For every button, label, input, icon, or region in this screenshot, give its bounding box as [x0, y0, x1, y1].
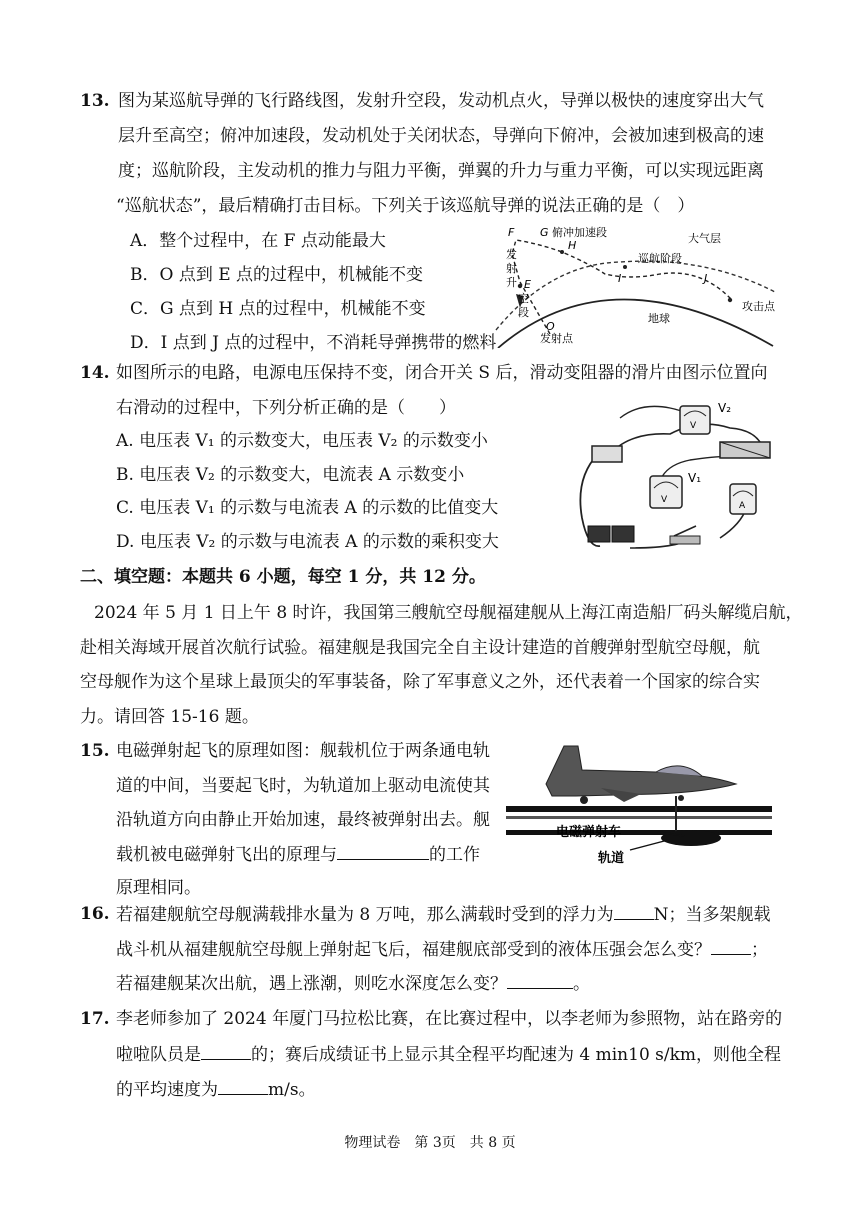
label-launch-3: 升: [506, 276, 517, 289]
fighter-jet-icon: [546, 746, 736, 804]
q15-line-3: 沿轨道方向由静止开始加速，最终被弹射出去。舰: [116, 810, 490, 830]
intro-line-4: 力。请回答 15-16 题。: [80, 707, 259, 727]
q17-line-2-post: 的；赛后成绩证书上显示其全程平均配速为 4 min10 s/km，则他全程: [251, 1045, 782, 1065]
intro-line-2: 赴相关海域开展首次航行试验。福建舰是我国完全自主设计建造的首艘弹射型航空母舰，航: [80, 638, 760, 658]
q16-line-2-pre: 战斗机从福建舰航空母舰上弹射起飞后，福建舰底部受到的液体压强会怎么变？: [116, 940, 711, 960]
q16-line-2-post: ；: [751, 940, 768, 960]
intro-line-3: 空母舰作为这个星球上最顶尖的军事装备，除了军事意义之外，还代表着一个国家的综合实: [80, 672, 760, 692]
q17-line-2-pre: 啦啦队员是: [116, 1045, 201, 1065]
label-o: O: [546, 320, 555, 333]
q16-line-2: [116, 938, 768, 961]
label-launch-point: 发射点: [540, 332, 573, 345]
ammeter-icon: [730, 484, 756, 514]
label-catapult-car: 电磁弹射车: [556, 825, 622, 840]
q15-line-5: 原理相同。: [116, 878, 201, 898]
q15-answer-blank[interactable]: [337, 843, 429, 860]
q14-option-b: B. 电压表 V₂ 的示数变大，电流表 A 示数变小: [116, 465, 465, 485]
label-atmosphere: 大气层: [688, 232, 721, 245]
q13-stem-line-4: “巡航状态”，最后精确打击目标。下列关于该巡航导弹的说法正确的是（ ）: [116, 196, 695, 216]
label-launch-1: 发: [506, 248, 517, 261]
voltmeter-v2-icon: [680, 406, 710, 434]
label-cruise: 巡航阶段: [638, 252, 682, 265]
label-track: 轨道: [598, 851, 625, 866]
page-footer: 物理试卷 第 3页 共 8 页: [344, 1135, 516, 1151]
label-launch-4: 空: [518, 292, 529, 305]
q16-line-3-post: 。: [573, 974, 590, 994]
label-launch-5: 段: [518, 306, 529, 319]
q13-option-a: A．整个过程中，在 F 点动能最大: [130, 231, 386, 251]
q15-number: 15.: [80, 741, 110, 761]
q14-option-a: A. 电压表 V₁ 的示数变大，电压表 V₂ 的示数变小: [116, 431, 488, 451]
missile-trajectory-figure: [490, 222, 780, 348]
label-dive: 俯冲加速段: [552, 226, 607, 239]
q14-stem-line-1: 如图所示的电路，电源电压保持不变，闭合开关 S 后，滑动变阻器的滑片由图示位置向: [116, 363, 768, 383]
voltmeter-v1-icon: [650, 476, 682, 508]
q13-option-d: D．I 点到 J 点的过程中，不消耗导弹携带的燃料: [130, 333, 497, 353]
q17-speed-blank[interactable]: [218, 1078, 268, 1095]
q16-draft-blank[interactable]: [507, 972, 573, 989]
q14-number: 14.: [80, 363, 110, 383]
battery-icon: [588, 526, 634, 542]
label-h: H: [568, 239, 577, 252]
q15-line-4: [116, 843, 480, 866]
section-heading: 二、填空题：本题共 6 小题，每空 1 分，共 12 分。: [80, 567, 486, 587]
q15-line-4-post: 的工作: [429, 845, 480, 865]
q16-line-3: [116, 972, 590, 995]
label-f: F: [508, 226, 515, 239]
q16-line-1-post: N；当多架舰载: [653, 905, 771, 925]
q17-number: 17.: [80, 1009, 110, 1029]
q14-stem-line-2: 右滑动的过程中，下列分析正确的是（ ）: [116, 398, 456, 418]
label-v2: V₂: [718, 401, 732, 415]
q17-line-1: 李老师参加了 2024 年厦门马拉松比赛，在比赛过程中，以李老师为参照物，站在路旁的: [116, 1009, 783, 1029]
q13-option-b: B．O 点到 E 点的过程中，机械能不变: [130, 265, 424, 285]
q13-option-c: C．G 点到 H 点的过程中，机械能不变: [130, 299, 426, 319]
label-g: G: [540, 226, 549, 239]
circuit-photo-figure: [570, 398, 780, 556]
svg-text:A: A: [739, 501, 746, 511]
electromagnetic-catapult-figure: [506, 736, 772, 870]
label-launch-2: 射: [506, 262, 517, 275]
q17-line-3: [116, 1078, 316, 1101]
switch-icon: [670, 526, 700, 544]
q14-option-c: C. 电压表 V₁ 的示数与电流表 A 的示数的比值变大: [116, 498, 499, 518]
label-e: E: [524, 278, 531, 291]
label-v1: V₁: [688, 471, 702, 485]
q13-number: 13.: [80, 91, 110, 111]
q16-line-3-pre: 若福建舰某次出航，遇上涨潮，则吃水深度怎么变？: [116, 974, 507, 994]
q13-stem-line-3: 度；巡航阶段，主发动机的推力与阻力平衡，弹翼的升力与重力平衡，可以实现远距离: [118, 161, 764, 181]
label-i: I: [618, 272, 622, 285]
q15-line-4-pre: 载机被电磁弹射飞出的原理与: [116, 845, 337, 865]
label-j: J: [704, 272, 708, 285]
q17-line-3-pre: 的平均速度为: [116, 1080, 218, 1100]
label-earth: 地球: [648, 312, 670, 325]
q15-line-1: 电磁弹射起飞的原理如图：舰载机位于两条通电轨: [116, 741, 490, 761]
q16-line-1: [116, 903, 771, 926]
q17-reference-blank[interactable]: [201, 1043, 251, 1060]
intro-line-1: 2024 年 5 月 1 日上午 8 时许，我国第三艘航空母舰福建舰从上海江南造船厂码头解缆启航，: [94, 603, 803, 623]
q13-stem-line-2: 层升至高空；俯冲加速段，发动机处于关闭状态，导弹向下俯冲，会被加速到极高的速: [118, 126, 764, 146]
q13-stem-line-1: 图为某巡航导弹的飞行路线图，发射升空段，发动机点火，导弹以极快的速度穿出大气: [118, 91, 764, 111]
svg-text:V: V: [661, 495, 668, 505]
q16-buoyancy-blank[interactable]: [614, 903, 654, 920]
q15-line-2: 道的中间，当要起飞时，为轨道加上驱动电流使其: [116, 776, 490, 796]
q16-line-1-pre: 若福建舰航空母舰满载排水量为 8 万吨，那么满载时受到的浮力为: [116, 905, 614, 925]
q17-line-3-post: m/s。: [268, 1080, 316, 1100]
label-target: 攻击点: [742, 300, 775, 313]
q14-option-d: D. 电压表 V₂ 的示数与电流表 A 的示数的乘积变大: [116, 532, 499, 552]
q17-line-2: [116, 1043, 781, 1066]
q16-pressure-blank[interactable]: [711, 938, 751, 955]
q16-number: 16.: [80, 904, 110, 924]
svg-text:V: V: [690, 421, 697, 431]
